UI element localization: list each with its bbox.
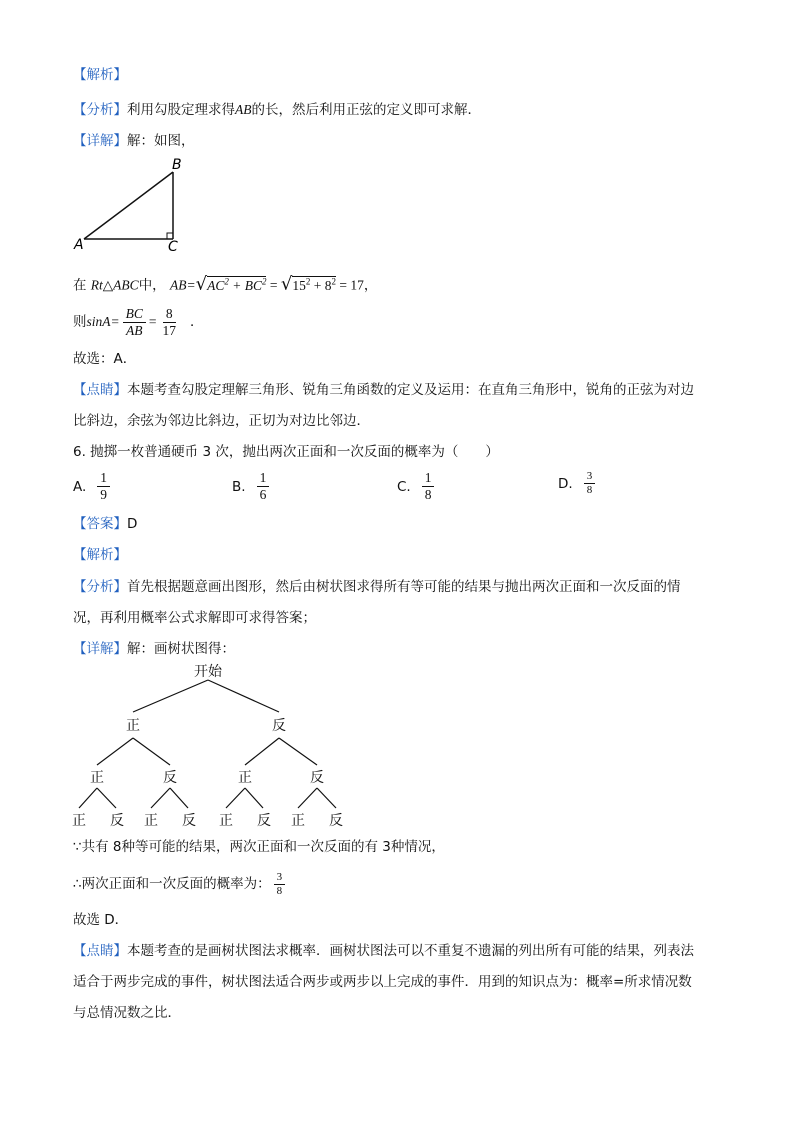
power-2: 2 xyxy=(331,276,336,286)
fraction-denominator: 6 xyxy=(259,487,267,502)
fraction-numerator: 1 xyxy=(257,470,270,487)
tree-l2-node: 正 xyxy=(238,770,252,786)
comment-text: 本题考查的是画树状图法求概率．画树状图法可以不重复不遗漏的列出所有可能的结果，列表法 xyxy=(127,943,694,959)
detail-2 xyxy=(73,640,235,658)
section-jiexi-1: 【解析】 xyxy=(73,67,127,83)
sqrt-sign-2: √ xyxy=(280,273,293,295)
fraction-denominator: 8 xyxy=(276,884,283,897)
vertex-a: A xyxy=(74,237,84,253)
detail-text: 解：如图， xyxy=(127,133,195,149)
comment-1-line1 xyxy=(73,381,694,399)
analysis-1 xyxy=(73,101,481,119)
tree-branches xyxy=(79,680,336,808)
choice-2: 故选 D． xyxy=(73,912,129,928)
tree-l3-node: 反 xyxy=(257,813,271,829)
power-2: 2 xyxy=(305,276,311,286)
power-2: 2 xyxy=(261,276,267,286)
detail-1 xyxy=(73,132,195,150)
comment-1-line2: 比斜边，余弦为邻边比斜边，正切为对边比邻边． xyxy=(73,413,370,429)
analysis-text-pre: 利用勾股定理求得 xyxy=(127,102,235,118)
option-d xyxy=(558,470,598,497)
tree-l3-node: 正 xyxy=(291,813,305,829)
tree-l3-node: 正 xyxy=(219,813,233,829)
calc-ab xyxy=(73,272,377,295)
equals-sign: = xyxy=(148,314,157,329)
answer-text: D xyxy=(127,516,138,532)
radicand-8: 8 xyxy=(324,277,332,293)
comment-2-line3: 与总情况数之比． xyxy=(73,1005,181,1021)
comment-tag: 【点睛】 xyxy=(73,382,127,398)
sqrt-sign-1: √ xyxy=(195,273,208,295)
option-fraction xyxy=(422,470,435,503)
sin-lhs: sinA= xyxy=(86,314,120,329)
fraction-numerator: 3 xyxy=(274,871,286,885)
hypotenuse-ab xyxy=(84,172,173,239)
radicand-15: 15 xyxy=(292,277,306,293)
sin-end: ． xyxy=(190,314,204,330)
analysis-text-post: 的长，然后利用正弦的定义即可求解． xyxy=(251,102,481,118)
fraction-numerator: 3 xyxy=(584,470,596,484)
fraction-denominator: 17 xyxy=(162,322,177,338)
option-b xyxy=(232,470,272,503)
tree-l3-node: 正 xyxy=(144,813,158,829)
option-c xyxy=(397,470,437,503)
fraction-denominator: 8 xyxy=(424,487,432,502)
option-label: C. xyxy=(397,478,411,495)
option-fraction xyxy=(584,470,596,497)
option-label: A. xyxy=(73,478,87,495)
fraction-8-17 xyxy=(160,306,180,339)
vertex-c: C xyxy=(168,239,178,255)
therefore-fraction xyxy=(274,871,286,898)
detail-tag: 【详解】 xyxy=(73,641,127,657)
tree-l1-node: 反 xyxy=(272,718,286,734)
sin-pre: 则 xyxy=(73,314,87,330)
option-fraction xyxy=(97,470,110,503)
power-2: 2 xyxy=(224,276,229,286)
plus-sign: + xyxy=(228,277,245,293)
therefore-line xyxy=(73,864,288,904)
comment-2-line1 xyxy=(73,942,694,960)
tree-l3-node: 反 xyxy=(329,813,343,829)
tree-l2-node: 正 xyxy=(90,770,104,786)
vertex-b: B xyxy=(172,157,182,173)
fraction-numerator: 1 xyxy=(97,470,110,487)
calc-lhs: AB= xyxy=(169,277,196,293)
analysis-2-line2: 况，再利用概率公式求解即可求得答案； xyxy=(73,610,316,626)
fraction-numerator: 1 xyxy=(422,470,435,487)
tree-root: 开始 xyxy=(194,664,222,680)
fraction-numerator: 8 xyxy=(163,306,176,323)
probability-tree xyxy=(60,660,360,832)
analysis-2-line1 xyxy=(73,578,681,596)
tree-l2-node: 反 xyxy=(163,770,177,786)
fraction-denominator: AB xyxy=(126,322,143,338)
detail-tag: 【详解】 xyxy=(73,133,127,149)
therefore-text: ∴两次正面和一次反面的概率为： xyxy=(73,876,271,892)
sqrt-radicand-2 xyxy=(292,276,336,293)
fraction-numerator: BC xyxy=(123,306,146,323)
tree-l1-node: 正 xyxy=(126,718,140,734)
calc-rt-triangle: Rt△ABC xyxy=(90,277,139,293)
tree-l3-node: 正 xyxy=(72,813,86,829)
radicand-ac: AC xyxy=(207,277,225,293)
analysis-tag: 【分析】 xyxy=(73,102,127,118)
comment-2-line2: 适合于两步完成的事件，树状图法适合两步或两步以上完成的事件．用到的知识点为：概率=所求情况数 xyxy=(73,974,692,990)
detail-text: 解：画树状图得： xyxy=(127,641,235,657)
analysis-tag: 【分析】 xyxy=(73,579,127,595)
option-a xyxy=(73,470,113,503)
option-label: B. xyxy=(232,478,246,495)
tree-l3-node: 反 xyxy=(182,813,196,829)
equals-sign: = xyxy=(266,277,281,293)
radicand-bc: BC xyxy=(244,277,262,293)
answer-tag: 【答案】 xyxy=(73,516,127,532)
comment-tag: 【点睛】 xyxy=(73,943,127,959)
calc-mid: 中， xyxy=(138,277,166,294)
question-6: 6. 抛掷一枚普通硬币 3 次，抛出两次正面和一次反面的概率为（ ） xyxy=(73,444,499,460)
calc-pre: 在 xyxy=(73,277,87,294)
choice-1: 故选：A． xyxy=(73,351,137,367)
option-label: D. xyxy=(558,475,573,492)
option-fraction xyxy=(257,470,270,503)
fraction-denominator: 9 xyxy=(100,487,108,502)
comment-text: 本题考查勾股定理解三角形、锐角三角函数的定义及运用：在直角三角形中，锐角的正弦为对边 xyxy=(127,382,694,398)
answer xyxy=(73,515,137,533)
fraction-denominator: 8 xyxy=(586,484,593,496)
sqrt-radicand-1 xyxy=(207,276,266,293)
calc-result: = 17， xyxy=(335,277,378,293)
calc-sin xyxy=(73,302,204,342)
tree-l2-node: 反 xyxy=(310,770,324,786)
right-triangle-figure xyxy=(70,155,190,255)
fraction-bc-ab xyxy=(123,306,146,339)
because-line: ∵共有 8种等可能的结果，两次正面和一次反面的有 3种情况， xyxy=(73,839,445,855)
plus-sign: + xyxy=(310,277,325,293)
analysis-text: 首先根据题意画出图形，然后由树状图求得所有等可能的结果与抛出两次正面和一次反面的情 xyxy=(127,579,681,595)
section-jiexi-2: 【解析】 xyxy=(73,547,127,563)
analysis-ab: AB xyxy=(235,102,252,117)
tree-l3-node: 反 xyxy=(110,813,124,829)
